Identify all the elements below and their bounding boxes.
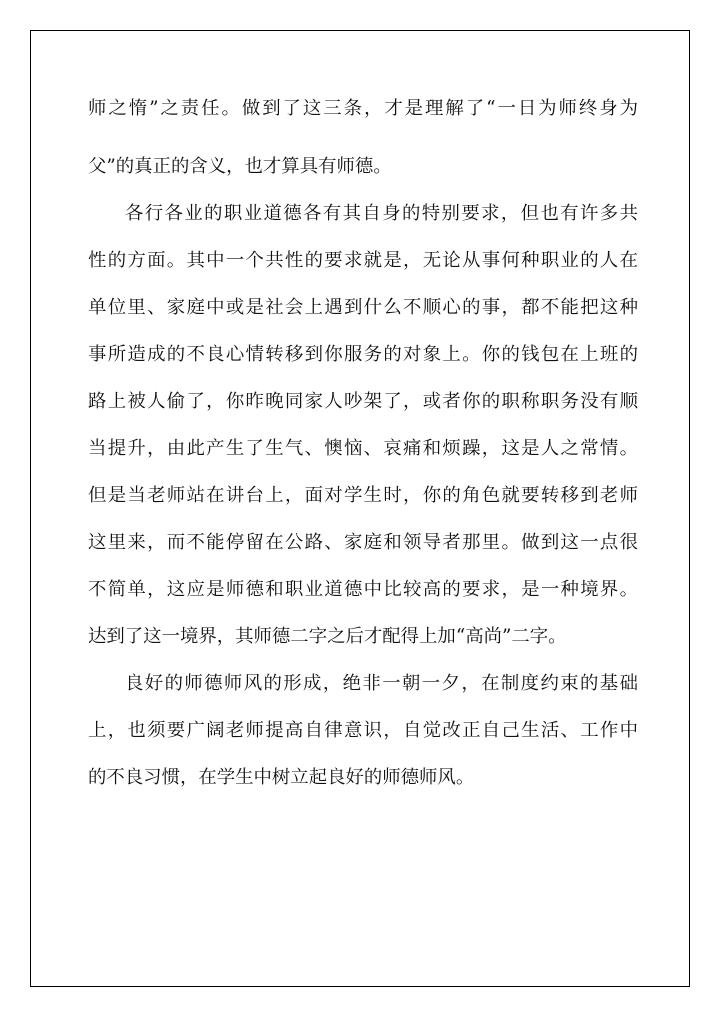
- text-line: 各行各业的职业道德各有其自身的特别要求，但也有许多共: [125, 202, 638, 224]
- text-line: 事所造成的不良心情转移到你服务的对象上。你的钱包在上班的: [88, 343, 638, 365]
- text-line: 达到了这一境界，其师德二字之后才配得上加“高尚”二字。: [88, 625, 567, 647]
- text-line: 上，也须要广阔老师提高自律意识，自觉改正自己生活、工作中: [88, 719, 638, 741]
- text-line: 这里来，而不能停留在公路、家庭和领导者那里。做到这一点很: [88, 531, 638, 553]
- text-line: 的不良习惯，在学生中树立起良好的师德师风。: [88, 766, 475, 788]
- text-line: 但是当老师站在讲台上，面对学生时，你的角色就要转移到老师: [88, 484, 638, 506]
- text-line: 路上被人偷了，你昨晚同家人吵架了，或者你的职称职务没有顺: [88, 390, 638, 412]
- text-line: 当提升，由此产生了生气、懊恼、哀痛和烦躁，这是人之常情。: [88, 437, 638, 459]
- text-line: 单位里、家庭中或是社会上遇到什么不顺心的事，都不能把这种: [88, 296, 638, 318]
- text-line: 师之惰”之责任。做到了这三条，才是理解了“一日为师终身为: [88, 98, 638, 119]
- document-body: [88, 94, 638, 792]
- text-line: 良好的师德师风的形成，绝非一朝一夕，在制度约束的基础: [125, 672, 638, 694]
- text-line: 性的方面。其中一个共性的要求就是，无论从事何种职业的人在: [88, 249, 638, 271]
- text-line: 不简单，这应是师德和职业道德中比较高的要求，是一种境界。: [88, 578, 638, 600]
- text-line: 父”的真正的含义，也才算具有师德。: [88, 155, 392, 177]
